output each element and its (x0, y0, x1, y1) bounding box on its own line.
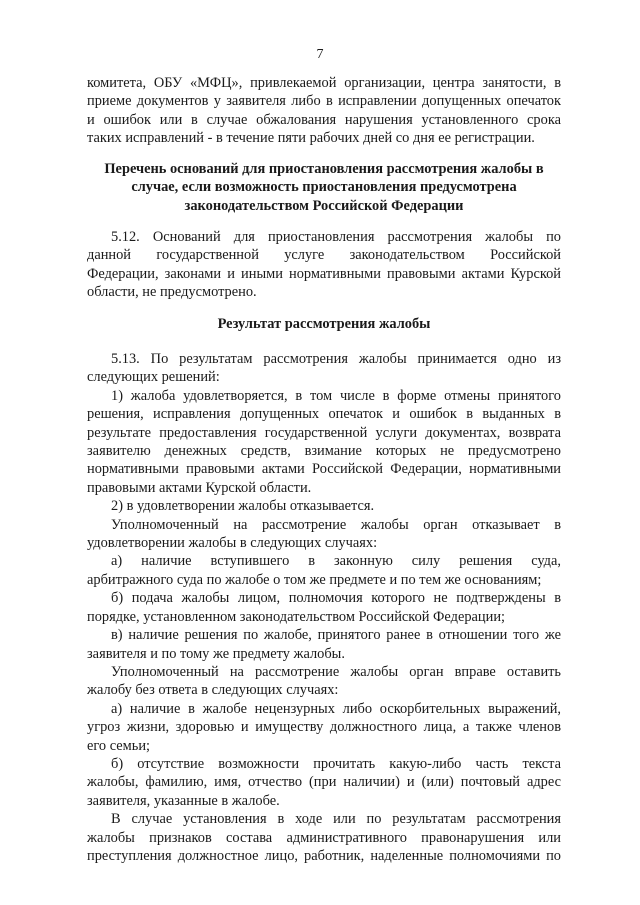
text-line: приеме документов у заявителя либо в исправлении допущенных опечаток (87, 93, 561, 110)
text-line: б) отсутствие возможности прочитать какую-либо часть текста (111, 755, 561, 772)
text-line: 5.13. По результатам рассмотрения жалобы принимается одно из (111, 351, 561, 367)
intro-paragraph (87, 74, 561, 148)
paragraph-5-13 (87, 350, 561, 865)
text-line: жалобу без ответа в следующих случаях: (87, 682, 339, 699)
text-line: заявителя и по тому же предмету жалобы. (87, 645, 345, 662)
text-line: преступления должностное лицо, работник, наделенные полномочиями по (87, 847, 561, 864)
text-line: результате предоставления государственной услуги документах, возврата (87, 424, 561, 441)
text-line: нормативными правовыми актами Российской Федерации, нормативными (87, 461, 561, 478)
text-line: арбитражного суда по жалобе о том же предмете и по тем же основаниям; (87, 571, 542, 588)
text-line: угроз жизни, здоровью и имуществу должностного лица, а также членов (87, 719, 561, 736)
text-line: данной государственной услуге законодательством Российской (87, 247, 561, 264)
text-line: заявителю денежных средств, взимание которых не предусмотрено (87, 443, 561, 460)
text-line: правовыми актами Курской области. (87, 479, 312, 496)
paragraph-5-12 (87, 228, 561, 302)
text-line: Федерации, законами и иными нормативными правовыми актами Курской (87, 265, 561, 282)
heading-line: Результат рассмотрения жалобы (217, 316, 431, 332)
text-line: заявителя, указанные в жалобе. (87, 792, 280, 809)
text-line: В случае установления в ходе или по результатам рассмотрения (111, 811, 561, 828)
text-line: порядке, установленном законодательством Российской Федерации; (87, 608, 506, 625)
heading-line: случае, если возможность приостановления предусмотрена (131, 179, 517, 196)
text-line: Уполномоченный на рассмотрение жалобы орган отказывает в (111, 516, 561, 533)
section-heading-suspension (87, 160, 561, 215)
text-line: а) наличие вступившего в законную силу решения суда, (111, 553, 561, 570)
page-number: 7 (316, 47, 324, 62)
section-heading-result (87, 315, 561, 333)
text-line: удовлетворении жалобы в следующих случаях: (87, 535, 378, 552)
text-line: таких исправлений - в течение пяти рабочих дней со дня ее регистрации. (87, 130, 535, 147)
text-line: 5.12. Оснований для приостановления рассмотрения жалобы по (111, 229, 561, 245)
text-line: в) наличие решения по жалобе, принятого ранее в отношении того же (111, 627, 561, 644)
heading-line: законодательством Российской Федерации (184, 197, 464, 214)
text-line: б) подача жалобы лицом, полномочия которого не подтверждены в (111, 590, 561, 607)
text-line: 2) в удовлетворении жалобы отказывается. (111, 498, 375, 515)
text-line: жалобы признаков состава административного правонарушения или (87, 829, 561, 846)
text-line: решения, исправления допущенных опечаток и ошибок в выданных в (87, 406, 561, 423)
heading-line: Перечень оснований для приостановления рассмотрения жалобы в (104, 161, 544, 177)
text-line: его семьи; (87, 737, 151, 754)
text-line: области, не предусмотрено. (87, 284, 257, 301)
text-line: и ошибок или в случае обжалования нарушения установленного срока (87, 111, 561, 128)
text-line: комитета, ОБУ «МФЦ», привлекаемой организации, центра занятости, в (87, 75, 561, 91)
text-line: Уполномоченный на рассмотрение жалобы орган вправе оставить (111, 663, 561, 680)
text-line: жалобы, фамилию, имя, отчество (при наличии) и (или) почтовый адрес (87, 774, 561, 791)
text-line: а) наличие в жалобе нецензурных либо оскорбительных выражений, (111, 700, 561, 717)
text-line: следующих решений: (87, 369, 220, 386)
text-line: 1) жалоба удовлетворяется, в том числе в форме отмены принятого (111, 387, 561, 404)
